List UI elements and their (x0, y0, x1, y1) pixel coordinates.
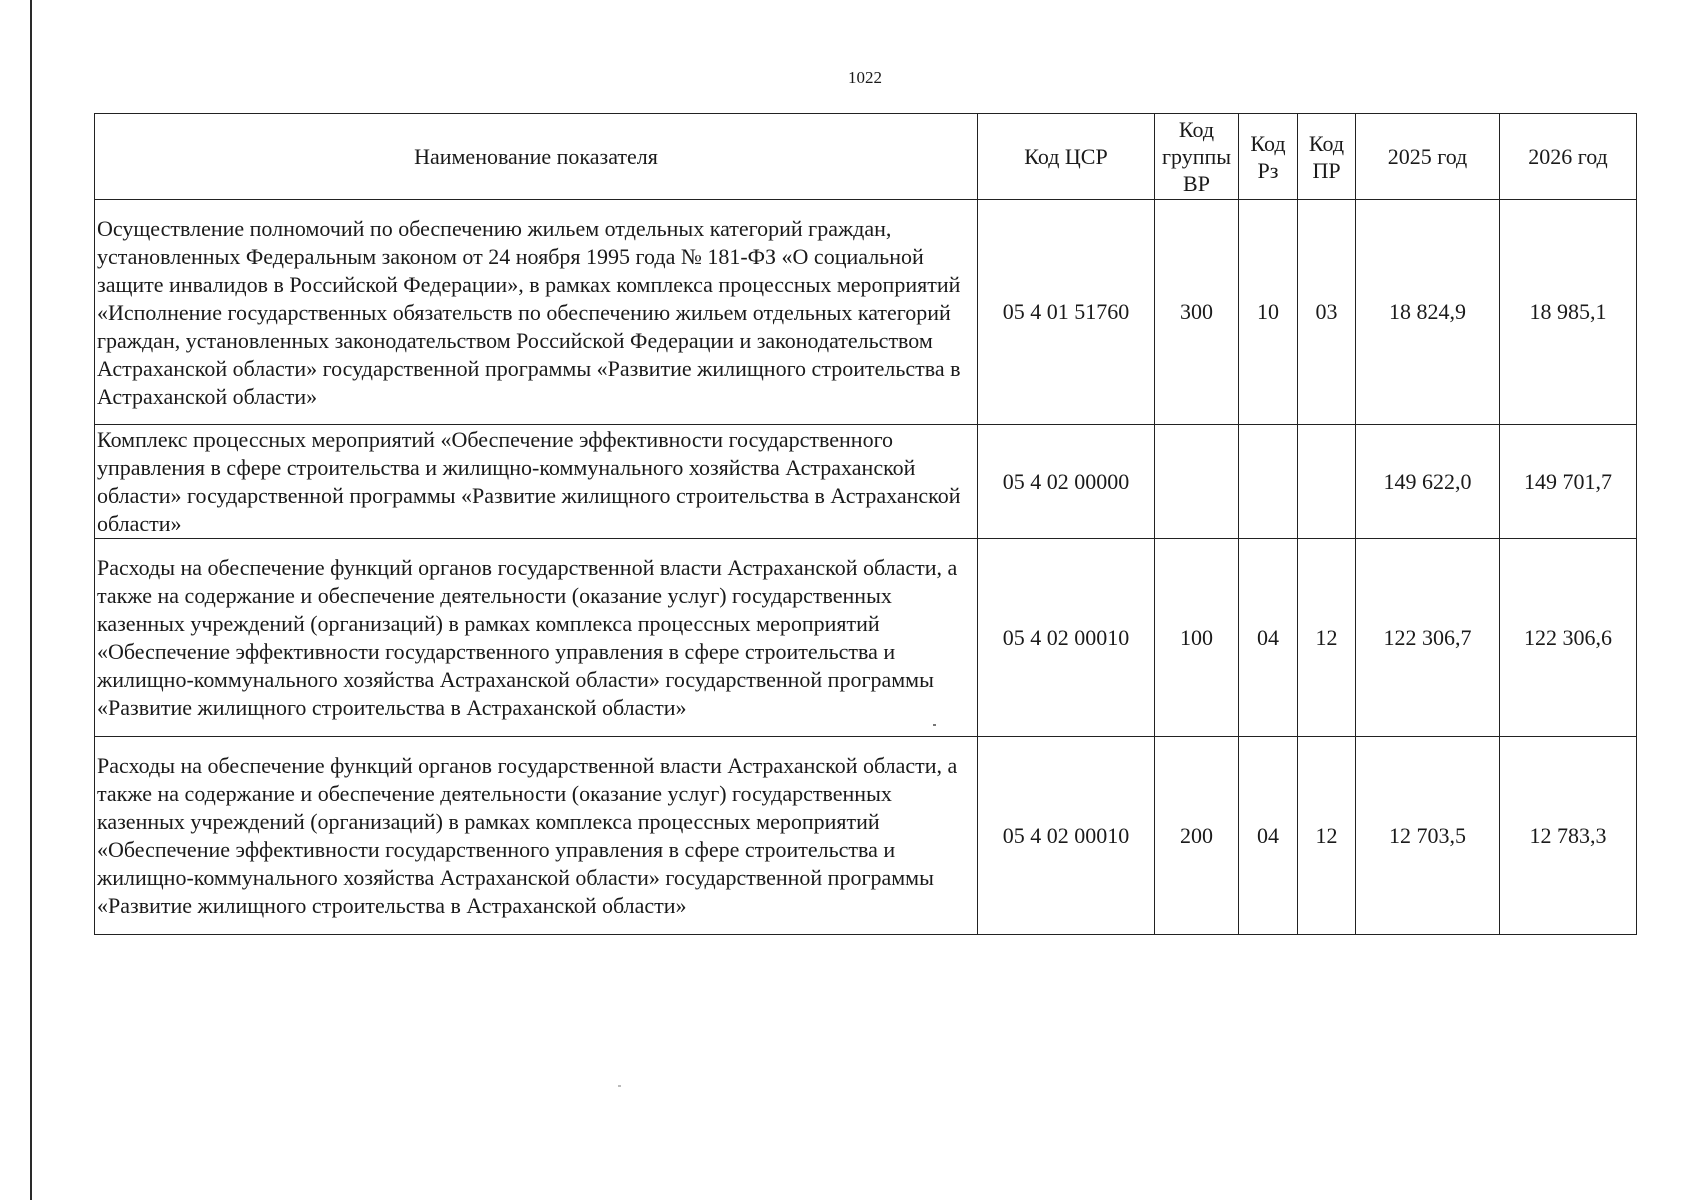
row-pr-code (1298, 425, 1356, 539)
row-name: Комплекс процессных мероприятий «Обеспечение эффективности государственного управления в сфере строительства и жилищно-коммунального хозяйства Астраханской области» государственной программы «Развитие жилищного строительства в Астраханской области» (95, 425, 978, 539)
row-name: Расходы на обеспечение функций органов государственной власти Астраханской области, а также на содержание и обеспечение деятельности (оказание услуг) государственных казенных учреждений (организаций) в рамках комплекса процессных мероприятий «Обеспечение эффективности государственного управления в сфере строительства и жилищно-коммунального хозяйства Астраханской области» государственной программы «Развитие жилищного строительства в Астраханской области» (95, 539, 978, 737)
header-year-2025: 2025 год (1356, 114, 1500, 200)
table-header-row (95, 114, 1637, 200)
table-row (95, 425, 1637, 539)
row-amount-2026: 18 985,1 (1500, 200, 1637, 425)
header-year-2026: 2026 год (1500, 114, 1637, 200)
page-number: 1022 (848, 68, 882, 87)
row-csr-code: 05 4 02 00000 (978, 425, 1155, 539)
row-rz-code: 10 (1239, 200, 1298, 425)
row-csr-code: 05 4 02 00010 (978, 737, 1155, 935)
row-amount-2025: 12 703,5 (1356, 737, 1500, 935)
row-name: Расходы на обеспечение функций органов государственной власти Астраханской области, а также на содержание и обеспечение деятельности (оказание услуг) государственных казенных учреждений (организаций) в рамках комплекса процессных мероприятий «Обеспечение эффективности государственного управления в сфере строительства и жилищно-коммунального хозяйства Астраханской области» государственной программы «Развитие жилищного строительства в Астраханской области» (95, 737, 978, 935)
header-pr-code: Код ПР (1298, 114, 1356, 200)
scan-speck (933, 724, 936, 726)
scan-speck (618, 1085, 621, 1087)
row-vr-code: 200 (1155, 737, 1239, 935)
row-rz-code (1239, 425, 1298, 539)
row-amount-2026: 149 701,7 (1500, 425, 1637, 539)
row-pr-code: 03 (1298, 200, 1356, 425)
row-pr-code: 12 (1298, 539, 1356, 737)
row-vr-code: 300 (1155, 200, 1239, 425)
table-row (95, 737, 1637, 935)
row-amount-2025: 149 622,0 (1356, 425, 1500, 539)
row-rz-code: 04 (1239, 539, 1298, 737)
row-csr-code: 05 4 01 51760 (978, 200, 1155, 425)
row-amount-2026: 12 783,3 (1500, 737, 1637, 935)
row-rz-code: 04 (1239, 737, 1298, 935)
row-amount-2025: 122 306,7 (1356, 539, 1500, 737)
row-vr-code (1155, 425, 1239, 539)
header-rz-code: Код Рз (1239, 114, 1298, 200)
header-vr-code: Код группы ВР (1155, 114, 1239, 200)
row-pr-code: 12 (1298, 737, 1356, 935)
row-amount-2025: 18 824,9 (1356, 200, 1500, 425)
table-row (95, 200, 1637, 425)
table-row (95, 539, 1637, 737)
row-vr-code: 100 (1155, 539, 1239, 737)
scan-edge-line (30, 0, 32, 1200)
budget-table (94, 113, 1637, 935)
row-name: Осуществление полномочий по обеспечению жильем отдельных категорий граждан, установленных Федеральным законом от 24 ноября 1995 года № 181-ФЗ «О социальной защите инвалидов в Российской Федерации», в рамках комплекса процессных мероприятий «Исполнение государственных обязательств по обеспечению жильем отдельных категорий граждан, установленных законодательством Российской Федерации и законодательством Астраханской области» государственной программы «Развитие жилищного строительства в Астраханской области» (95, 200, 978, 425)
row-csr-code: 05 4 02 00010 (978, 539, 1155, 737)
header-name: Наименование показателя (95, 114, 978, 200)
header-csr-code: Код ЦСР (978, 114, 1155, 200)
row-amount-2026: 122 306,6 (1500, 539, 1637, 737)
